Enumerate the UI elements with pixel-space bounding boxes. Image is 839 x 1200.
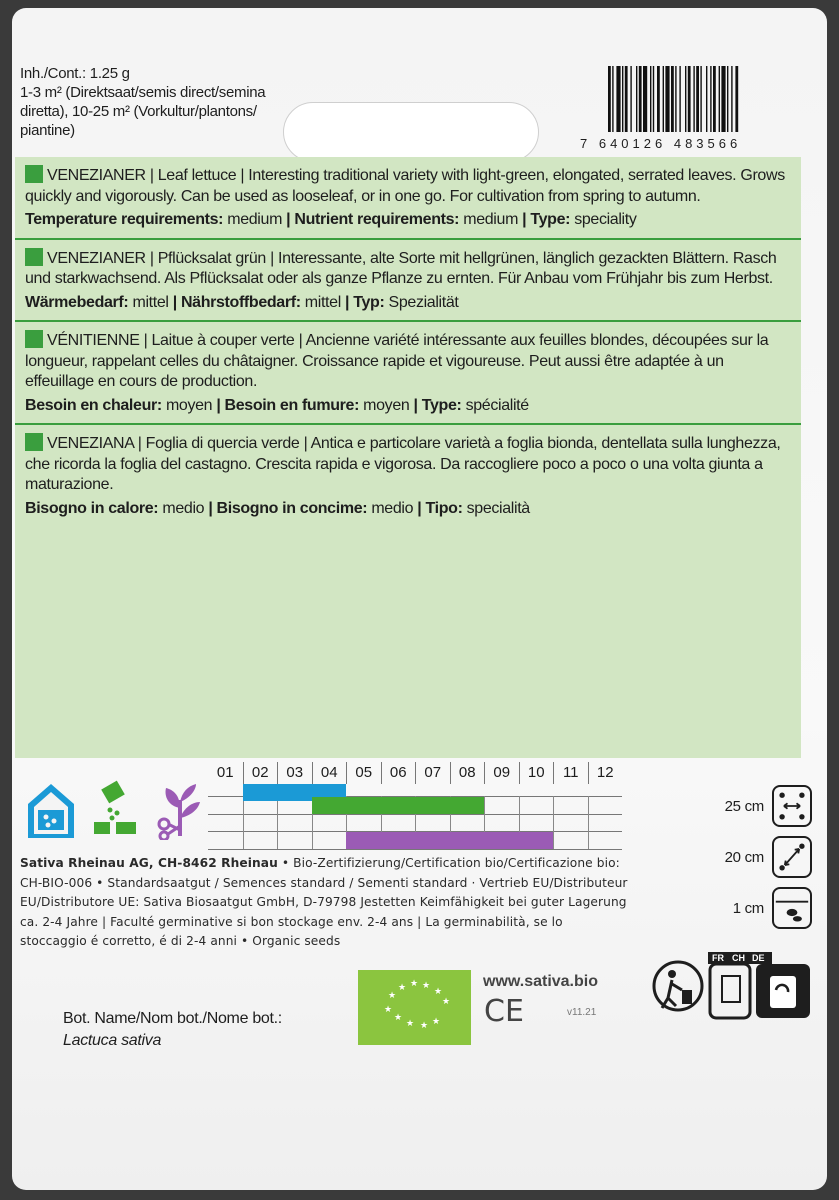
svg-text:★: ★ xyxy=(434,987,443,997)
requirements-line: Temperature requirements: medium | Nutrient requirements: medium | Type: speciality xyxy=(25,211,637,228)
month-label: 10 xyxy=(519,762,554,784)
plant-spacing-icon xyxy=(772,836,812,878)
recycle-person-icon xyxy=(654,962,702,1010)
botanical-name xyxy=(63,1008,282,1052)
month-label: 03 xyxy=(277,762,312,784)
plant-spacing-label: 20 cm xyxy=(724,848,764,866)
recycling-info xyxy=(652,950,812,1020)
svg-text:★: ★ xyxy=(442,997,451,1007)
calendar-bar xyxy=(346,832,553,849)
company-info xyxy=(20,854,630,952)
calendar-rows xyxy=(208,784,622,848)
svg-text:★: ★ xyxy=(432,1017,441,1027)
section-italian xyxy=(15,425,801,526)
description-text: VENEZIANER | Pflücksalat grün | Interessante, alte Sorte mit hellgrünen, länglich gezackten Blättern. Rasch und starkwachsend. Als Pflücksalat oder als ganze Pflanze zu ernten. Für Anbau vom Frühjahr bis zum Herbst. xyxy=(25,249,777,287)
calendar-legend-icons xyxy=(22,780,208,840)
calendar-bar xyxy=(312,797,485,814)
green-square-icon xyxy=(25,248,43,266)
description-panel xyxy=(15,157,801,758)
recycle-label-ch: CH xyxy=(732,953,745,963)
section-german xyxy=(15,240,801,323)
section-french xyxy=(15,322,801,425)
month-label: 05 xyxy=(346,762,381,784)
green-square-icon xyxy=(25,165,43,183)
plant-spacing xyxy=(700,833,812,881)
month-label: 09 xyxy=(484,762,519,784)
calendar-grid-line xyxy=(588,796,589,849)
svg-text:★: ★ xyxy=(388,991,397,1001)
barcode-bars xyxy=(608,66,802,132)
svg-text:★: ★ xyxy=(420,1021,429,1031)
area-line-2: diretta), 10-25 m² (Vorkultur/plantons/ xyxy=(20,103,257,120)
spacing-info xyxy=(700,782,812,935)
description-text: VENEZIANA | Foglia di quercia verde | Antica e particolare varietà a foglia bionda, dentellata sulla lunghezza, che ricorda la foglia del castagno. Crescita rapida e vigorosa. Da raccogliere poco a poco o una volta giunta a maturazione. xyxy=(25,435,781,493)
eu-organic-logo xyxy=(358,970,471,1045)
calendar-grid-line xyxy=(277,796,278,849)
ce-mark: CE xyxy=(484,994,524,1029)
svg-text:★: ★ xyxy=(406,1019,415,1029)
harvest-icon xyxy=(150,780,208,840)
svg-text:★: ★ xyxy=(394,1013,403,1023)
description-text: VENEZIANER | Leaf lettuce | Interesting traditional variety with light-green, elongated, serrated leaves. Grows quickly and vigorously. Can be used as looseleaf, or in one go. For cultivation from spring to autumn. xyxy=(25,167,785,205)
row-spacing xyxy=(700,782,812,830)
recycle-label-fr: FR xyxy=(712,953,724,963)
requirements-line: Bisogno in calore: medio | Bisogno in concime: medio | Tipo: specialità xyxy=(25,499,530,517)
month-label: 11 xyxy=(553,762,588,784)
description-text: VÉNITIENNE | Laitue à couper verte | Ancienne variété intéressante aux feuilles blondes, découpées sur la longueur, rappelant celles du châtaigner. Croissance rapide et vigoureuse. Peut aussi être adaptée à un effeuillage en cours de production. xyxy=(25,332,769,390)
green-square-icon xyxy=(25,433,43,451)
area-line-3: piantine) xyxy=(20,122,75,139)
row-spacing-label: 25 cm xyxy=(724,797,764,815)
version-label: v11.21 xyxy=(567,1007,597,1018)
month-label: 02 xyxy=(243,762,278,784)
barcode-number: 7 640126 483566 xyxy=(580,136,742,151)
botanical-name-label: Bot. Name/Nom bot./Nome bot.: xyxy=(63,1010,282,1027)
calendar-months xyxy=(208,762,622,784)
section-english xyxy=(15,157,801,240)
calendar-grid-line xyxy=(243,796,244,849)
requirements-line: Wärmebedarf: mittel | Nährstoffbedarf: mittel | Typ: Spezialität xyxy=(25,293,459,311)
sowing-calendar xyxy=(208,762,622,848)
trash-bin-icon xyxy=(756,964,810,1018)
content-weight: Inh./Cont.: 1.25 g xyxy=(20,65,130,82)
barcode xyxy=(580,66,805,156)
company-name: Sativa Rheinau AG, CH-8462 Rheinau xyxy=(20,856,278,870)
row-spacing-icon xyxy=(772,785,812,827)
packet-window xyxy=(283,102,539,162)
recycle-label-de: DE xyxy=(752,953,765,963)
sowing-depth-label: 1 cm xyxy=(732,899,764,917)
month-label: 06 xyxy=(381,762,416,784)
sowing-depth-icon xyxy=(772,887,812,929)
svg-text:★: ★ xyxy=(410,979,419,989)
content-info xyxy=(20,64,290,140)
requirements-line: Besoin en chaleur: moyen | Besoin en fumure: moyen | Type: spécialité xyxy=(25,396,529,414)
month-label: 08 xyxy=(450,762,485,784)
green-square-icon xyxy=(25,330,43,348)
sowing-depth xyxy=(700,884,812,932)
svg-text:★: ★ xyxy=(384,1005,393,1015)
month-label: 04 xyxy=(312,762,347,784)
svg-text:★: ★ xyxy=(422,981,431,991)
calendar-grid-line xyxy=(553,796,554,849)
svg-text:★: ★ xyxy=(398,983,407,993)
month-label: 07 xyxy=(415,762,450,784)
website-link[interactable]: www.sativa.bio xyxy=(483,973,598,990)
month-label: 12 xyxy=(588,762,623,784)
outdoor-sowing-icon xyxy=(86,780,144,840)
month-label: 01 xyxy=(216,764,234,781)
certification-text: • Bio-Zertifizierung/Certification bio/Certificazione bio: CH-BIO-006 • Standardsaatgut / Semences standard / Sementi standard · Vertrieb EU/Distributeur EU/Distributore UE: Sativa Biosaatgut GmbH, D-79798 Jestetten Keimfähigkeit bei guter Lagerung ca. 2-4 Jahre | Faculté germinative si bon stockage env. 2-4 ans | La germinabilità, se lo stoccaggio é corretto, é di 2-4 anni • Organic seeds xyxy=(20,856,628,948)
area-line-1: 1-3 m² (Direktsaat/semis direct/semina xyxy=(20,84,266,101)
botanical-latin-name: Lactuca sativa xyxy=(63,1032,162,1049)
greenhouse-sowing-icon xyxy=(22,780,80,840)
